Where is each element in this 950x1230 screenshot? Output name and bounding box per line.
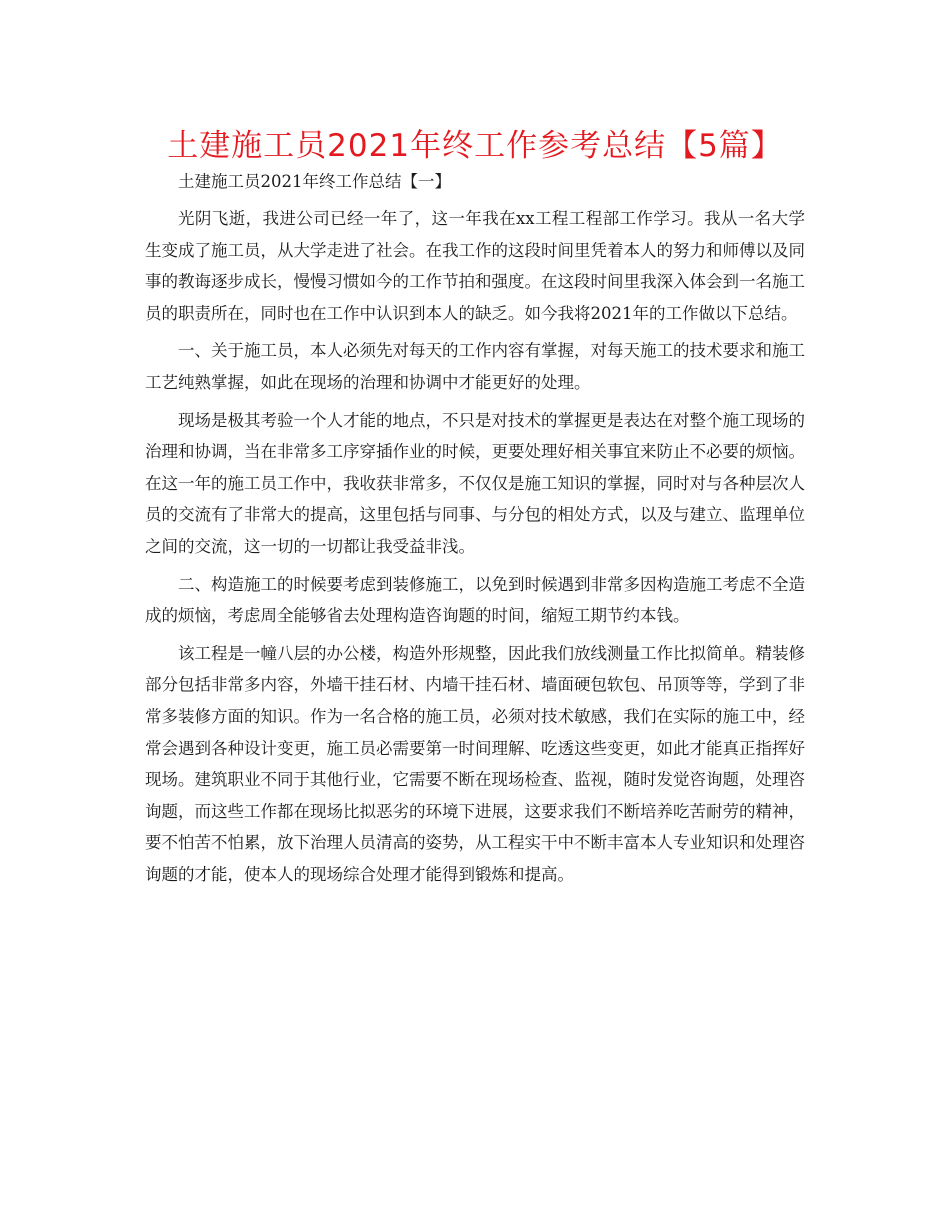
paragraph: 现场是极其考验一个人才能的地点，不只是对技术的掌握更是表达在对整个施工现场的治理和协调，当在非常多工序穿插作业的时候，更要处理好相关事宜来防止不必要的烦恼。在这一年的施工员工作中，我收获非常多，不仅仅是施工知识的掌握，同时对与各种层次人员的交流有了非常大的提高，这里包括与同事、与分包的相处方式，以及与建立、监理单位之间的交流，这一切的一切都让我受益非浅。 <box>145 410 805 556</box>
paragraph: 该工程是一幢八层的办公楼，构造外形规整，因此我们放线测量工作比拟简单。精装修部分包括非常多内容，外墙干挂石材、内墙干挂石材、墙面硬包软包、吊顶等等，学到了非常多装修方面的知识。作为一名合格的施工员，必须对技术敏感，我们在实际的施工中，经常会遇到各种设计变更，施工员必需要第一时间理解、吃透这些变更，如此才能真正指挥好现场。建筑职业不同于其他行业，它需要不断在现场检查、监视，随时发觉咨询题，处理咨询题，而这些工作都在现场比拟恶劣的环境下进展，这要求我们不断培养吃苦耐劳的精神，要不怕苦不怕累，放下治理人员清高的姿势，从工程实干中不断丰富本人专业知识和处理咨询题的才能，使本人的现场综合处理才能得到锻炼和提高。 <box>145 643 805 884</box>
paragraph: 一、关于施工员，本人必须先对每天的工作内容有掌握，对每天施工的技术要求和施工工艺纯熟掌握，如此在现场的治理和协调中才能更好的处理。 <box>145 341 805 392</box>
document-body <box>145 167 805 896</box>
section-subtitle: 土建施工员2021年终工作总结【一】 <box>178 172 451 191</box>
document-title: 土建施工员2021年终工作参考总结【5篇】 <box>167 128 783 164</box>
paragraph: 光阴飞逝，我进公司已经一年了，这一年我在xx工程工程部工作学习。我从一名大学生变成了施工员，从大学走进了社会。在我工作的这段时间里凭着本人的努力和师傅以及同事的教诲逐步成长，慢慢习惯如今的工作节拍和强度。在这段时间里我深入体会到一名施工员的职责所在，同时也在工作中认识到本人的缺乏。如今我将2021年的工作做以下总结。 <box>145 209 805 323</box>
paragraph: 二、构造施工的时候要考虑到装修施工，以免到时候遇到非常多因构造施工考虑不全造成的烦恼，考虑周全能够省去处理构造咨询题的时间，缩短工期节约本钱。 <box>145 574 805 626</box>
